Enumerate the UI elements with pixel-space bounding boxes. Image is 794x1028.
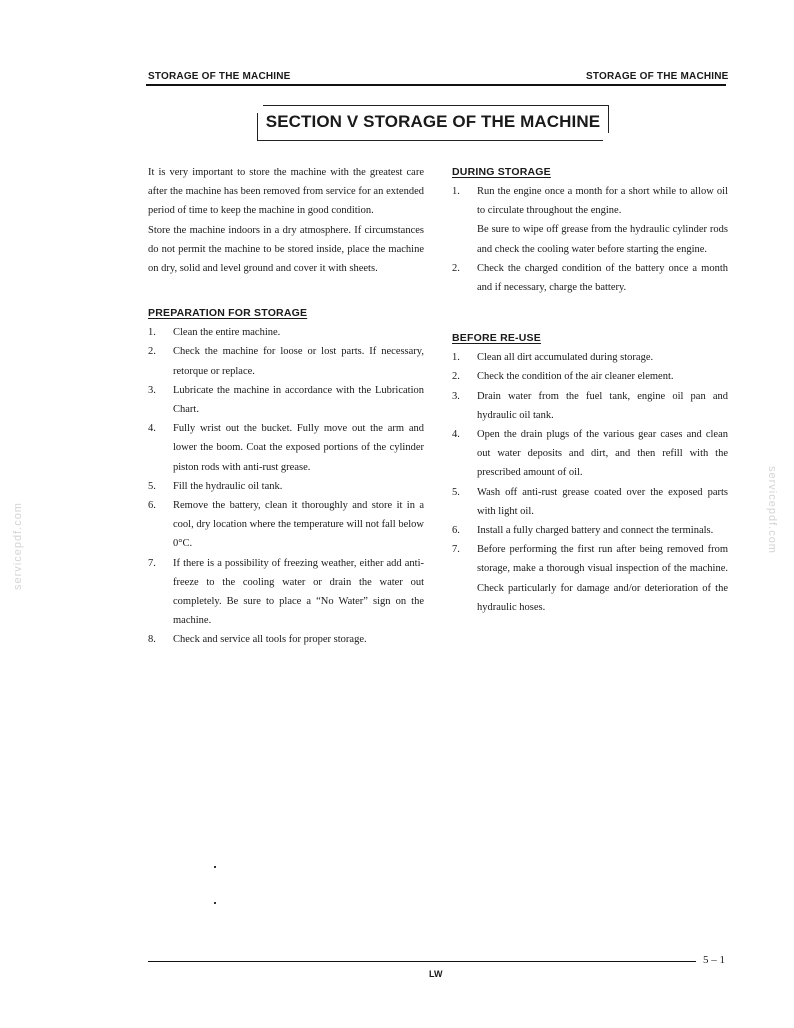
running-header-left: STORAGE OF THE MACHINE <box>148 71 291 82</box>
note-text: Be sure to wipe off grease from the hydraulic cylinder rods and check the cooling water before starting the engine. <box>477 224 728 255</box>
left-column <box>148 163 424 650</box>
before-reuse-heading: BEFORE RE-USE <box>452 332 541 345</box>
list-item: 7. If there is a possibility of freezing weather, either add anti-freeze to the cooling water or drain the water out completely. Be sure to place a “No Water” sign on the machine. <box>148 557 424 627</box>
header-rule <box>146 84 726 86</box>
list-item: 5. Fill the hydraulic oil tank. <box>148 480 283 492</box>
scan-speck <box>214 866 216 868</box>
list-item: 2. Check the condition of the air cleaner element. <box>452 371 674 383</box>
footer-rule <box>148 961 696 962</box>
list-item: 8. Check and service all tools for proper storage. <box>148 634 367 646</box>
section-title-box <box>257 105 609 141</box>
preparation-heading: PREPARATION FOR STORAGE <box>148 307 308 320</box>
list-item: 2. Check the charged condition of the battery once a month and if necessary, charge the battery. <box>452 262 728 294</box>
list-item: 6. Remove the battery, clean it thoroughly and store it in a cool, dry location where the temperature will not fall below 0°C. <box>148 500 424 550</box>
running-header-right: STORAGE OF THE MACHINE <box>586 71 729 82</box>
list-item: 3. Lubricate the machine in accordance with the Lubrication Chart. <box>148 384 424 416</box>
list-item: 7. Before performing the first run after being removed from storage, make a thorough visual inspection of the machine. Check particularly for damage and/or deterioration of the hydraulic hoses. <box>452 544 728 613</box>
watermark-left: servicepdf.com <box>12 502 24 590</box>
list-item: 1. Clean all dirt accumulated during storage. <box>452 352 654 364</box>
page-number: 5 – 1 <box>703 954 725 966</box>
watermark-right: servicepdf.com <box>766 466 778 554</box>
list-item: 4. Fully wrist out the bucket. Fully move out the arm and lower the boom. Coat the exposed portions of the cylinder piston rods with anti-rust grease. <box>148 423 424 473</box>
right-column <box>452 163 728 617</box>
preparation-list <box>148 323 424 649</box>
list-item: 3. Drain water from the fuel tank, engine oil pan and hydraulic oil tank. <box>452 390 728 421</box>
list-item: 4. Open the drain plugs of the various gear cases and clean out water deposits and dirt, and then refill with the prescribed amount of oil. <box>452 429 728 479</box>
list-item: 6. Install a fully charged battery and connect the terminals. <box>452 525 714 537</box>
list-item: 2. Check the machine for loose or lost parts. If necessary, retorque or replace. <box>148 346 424 377</box>
scan-speck <box>214 902 216 904</box>
section-title: SECTION V STORAGE OF THE MACHINE <box>265 112 601 131</box>
before-reuse-list <box>452 348 728 617</box>
title-border-bottom <box>257 140 603 141</box>
during-storage-list <box>452 182 728 297</box>
footer-code: LW <box>429 969 443 979</box>
title-border-top <box>263 105 609 106</box>
list-item: 5. Wash off anti-rust grease coated over the exposed parts with light oil. <box>452 486 728 517</box>
intro-paragraph-2: Store the machine indoors in a dry atmosphere. If circumstances do not permit the machine to be stored inside, place the machine on dry, solid and level ground and cover it with sheets. <box>148 224 424 275</box>
during-storage-heading: DURING STORAGE <box>452 166 551 178</box>
intro-paragraph-1: It is very important to store the machine with the greatest care after the machine has been removed from service for an extended period of time to keep the machine in good condition. <box>148 167 424 217</box>
list-item: 1. Clean the entire machine. <box>148 327 281 339</box>
list-item: 1. Run the engine once a month for a short while to allow oil to circulate throughout the engine. Be sure to wipe off grease from the hydraulic cylinder rods and check the cooling water before starting the engine. <box>452 186 728 255</box>
